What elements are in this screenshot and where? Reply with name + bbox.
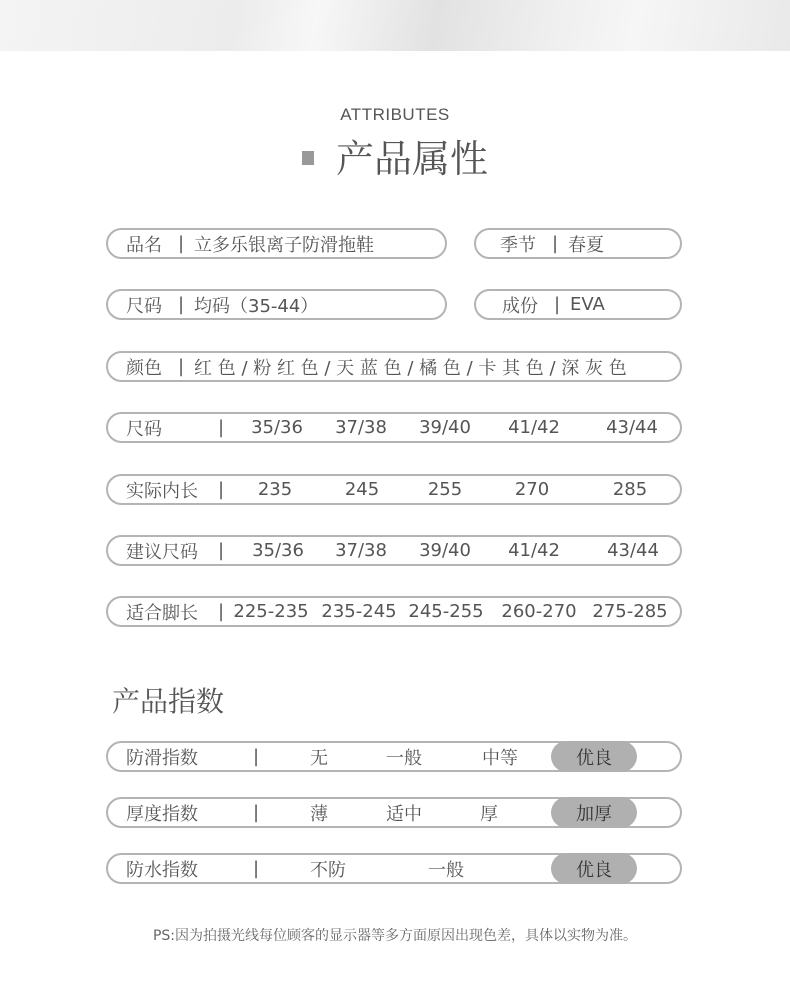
disclaimer-note: PS:因为拍摄光线每位顾客的显示器等多方面原因出现色差，具体以实物为准。 bbox=[152, 928, 638, 944]
cell: 270 bbox=[514, 479, 550, 500]
row-label: 建议尺码 bbox=[126, 541, 198, 563]
cell: 43/44 bbox=[606, 417, 658, 438]
attr-label: 季节 bbox=[500, 234, 536, 256]
row-label: 防水指数 bbox=[126, 859, 198, 881]
attr-material-pill bbox=[474, 289, 682, 320]
attr-value: 均码（35-44） bbox=[194, 295, 319, 317]
cell: 41/42 bbox=[508, 417, 560, 438]
row-label: 防滑指数 bbox=[126, 747, 198, 769]
cell: 43/44 bbox=[607, 540, 659, 561]
option: 中等 bbox=[482, 747, 518, 769]
attr-label: 品名 bbox=[126, 234, 162, 256]
attr-value: 春夏 bbox=[568, 234, 604, 256]
attr-size-pill bbox=[106, 289, 447, 320]
attributes-title-text: 产品属性 bbox=[335, 137, 488, 181]
option: 厚 bbox=[480, 803, 498, 825]
separator: | bbox=[218, 417, 225, 438]
option: 一般 bbox=[428, 859, 464, 881]
cell: 255 bbox=[427, 479, 463, 500]
separator: | bbox=[218, 601, 225, 622]
cell: 285 bbox=[612, 479, 648, 500]
size-row bbox=[106, 412, 682, 443]
separator: | bbox=[552, 233, 559, 254]
cell: 37/38 bbox=[335, 540, 387, 561]
size-row bbox=[106, 474, 682, 505]
size-row bbox=[106, 596, 682, 627]
attr-value: 红 色 / 粉 红 色 / 天 蓝 色 / 橘 色 / 卡 其 色 / 深 灰 色 bbox=[194, 357, 627, 379]
separator: | bbox=[178, 233, 185, 254]
row-label: 实际内长 bbox=[126, 480, 198, 502]
option: 适中 bbox=[386, 803, 422, 825]
separator: | bbox=[253, 746, 260, 767]
separator: | bbox=[178, 294, 185, 315]
option: 不防 bbox=[310, 859, 346, 881]
cell: 35/36 bbox=[252, 540, 304, 561]
cell: 41/42 bbox=[508, 540, 560, 561]
cell: 35/36 bbox=[251, 417, 303, 438]
attr-name-pill bbox=[106, 228, 447, 259]
cell: 39/40 bbox=[419, 540, 471, 561]
option: 薄 bbox=[310, 803, 328, 825]
cell: 260-270 bbox=[501, 601, 577, 622]
attr-label: 成份 bbox=[502, 295, 538, 317]
cell: 275-285 bbox=[592, 601, 668, 622]
cell: 235-245 bbox=[321, 601, 397, 622]
cell: 225-235 bbox=[233, 601, 309, 622]
cell: 37/38 bbox=[335, 417, 387, 438]
selected-rating-badge: 优良 bbox=[551, 741, 637, 772]
separator: | bbox=[253, 858, 260, 879]
attr-color-pill bbox=[106, 351, 682, 382]
separator: | bbox=[218, 540, 225, 561]
row-label: 尺码 bbox=[126, 418, 162, 440]
option: 一般 bbox=[386, 747, 422, 769]
selected-rating-badge: 优良 bbox=[551, 853, 637, 884]
cell: 235 bbox=[257, 479, 293, 500]
cell: 245-255 bbox=[408, 601, 484, 622]
attr-season-pill bbox=[474, 228, 682, 259]
separator: | bbox=[554, 294, 561, 315]
selected-rating-badge: 加厚 bbox=[551, 797, 637, 828]
attr-label: 颜色 bbox=[126, 357, 162, 379]
index-section-title: 产品指数 bbox=[112, 685, 225, 718]
attr-label: 尺码 bbox=[126, 295, 162, 317]
size-row bbox=[106, 535, 682, 566]
separator: | bbox=[218, 479, 225, 500]
attributes-english-title: ATTRIBUTES bbox=[340, 105, 450, 124]
square-bullet-icon bbox=[302, 151, 314, 165]
attributes-title bbox=[0, 128, 790, 183]
top-banner-image bbox=[0, 0, 790, 51]
separator: | bbox=[178, 356, 185, 377]
cell: 39/40 bbox=[419, 417, 471, 438]
separator: | bbox=[253, 802, 260, 823]
cell: 245 bbox=[344, 479, 380, 500]
row-label: 厚度指数 bbox=[126, 803, 198, 825]
option: 无 bbox=[310, 747, 328, 769]
attr-value: EVA bbox=[570, 294, 605, 315]
attr-value: 立多乐银离子防滑拖鞋 bbox=[194, 234, 374, 256]
row-label: 适合脚长 bbox=[126, 602, 198, 624]
